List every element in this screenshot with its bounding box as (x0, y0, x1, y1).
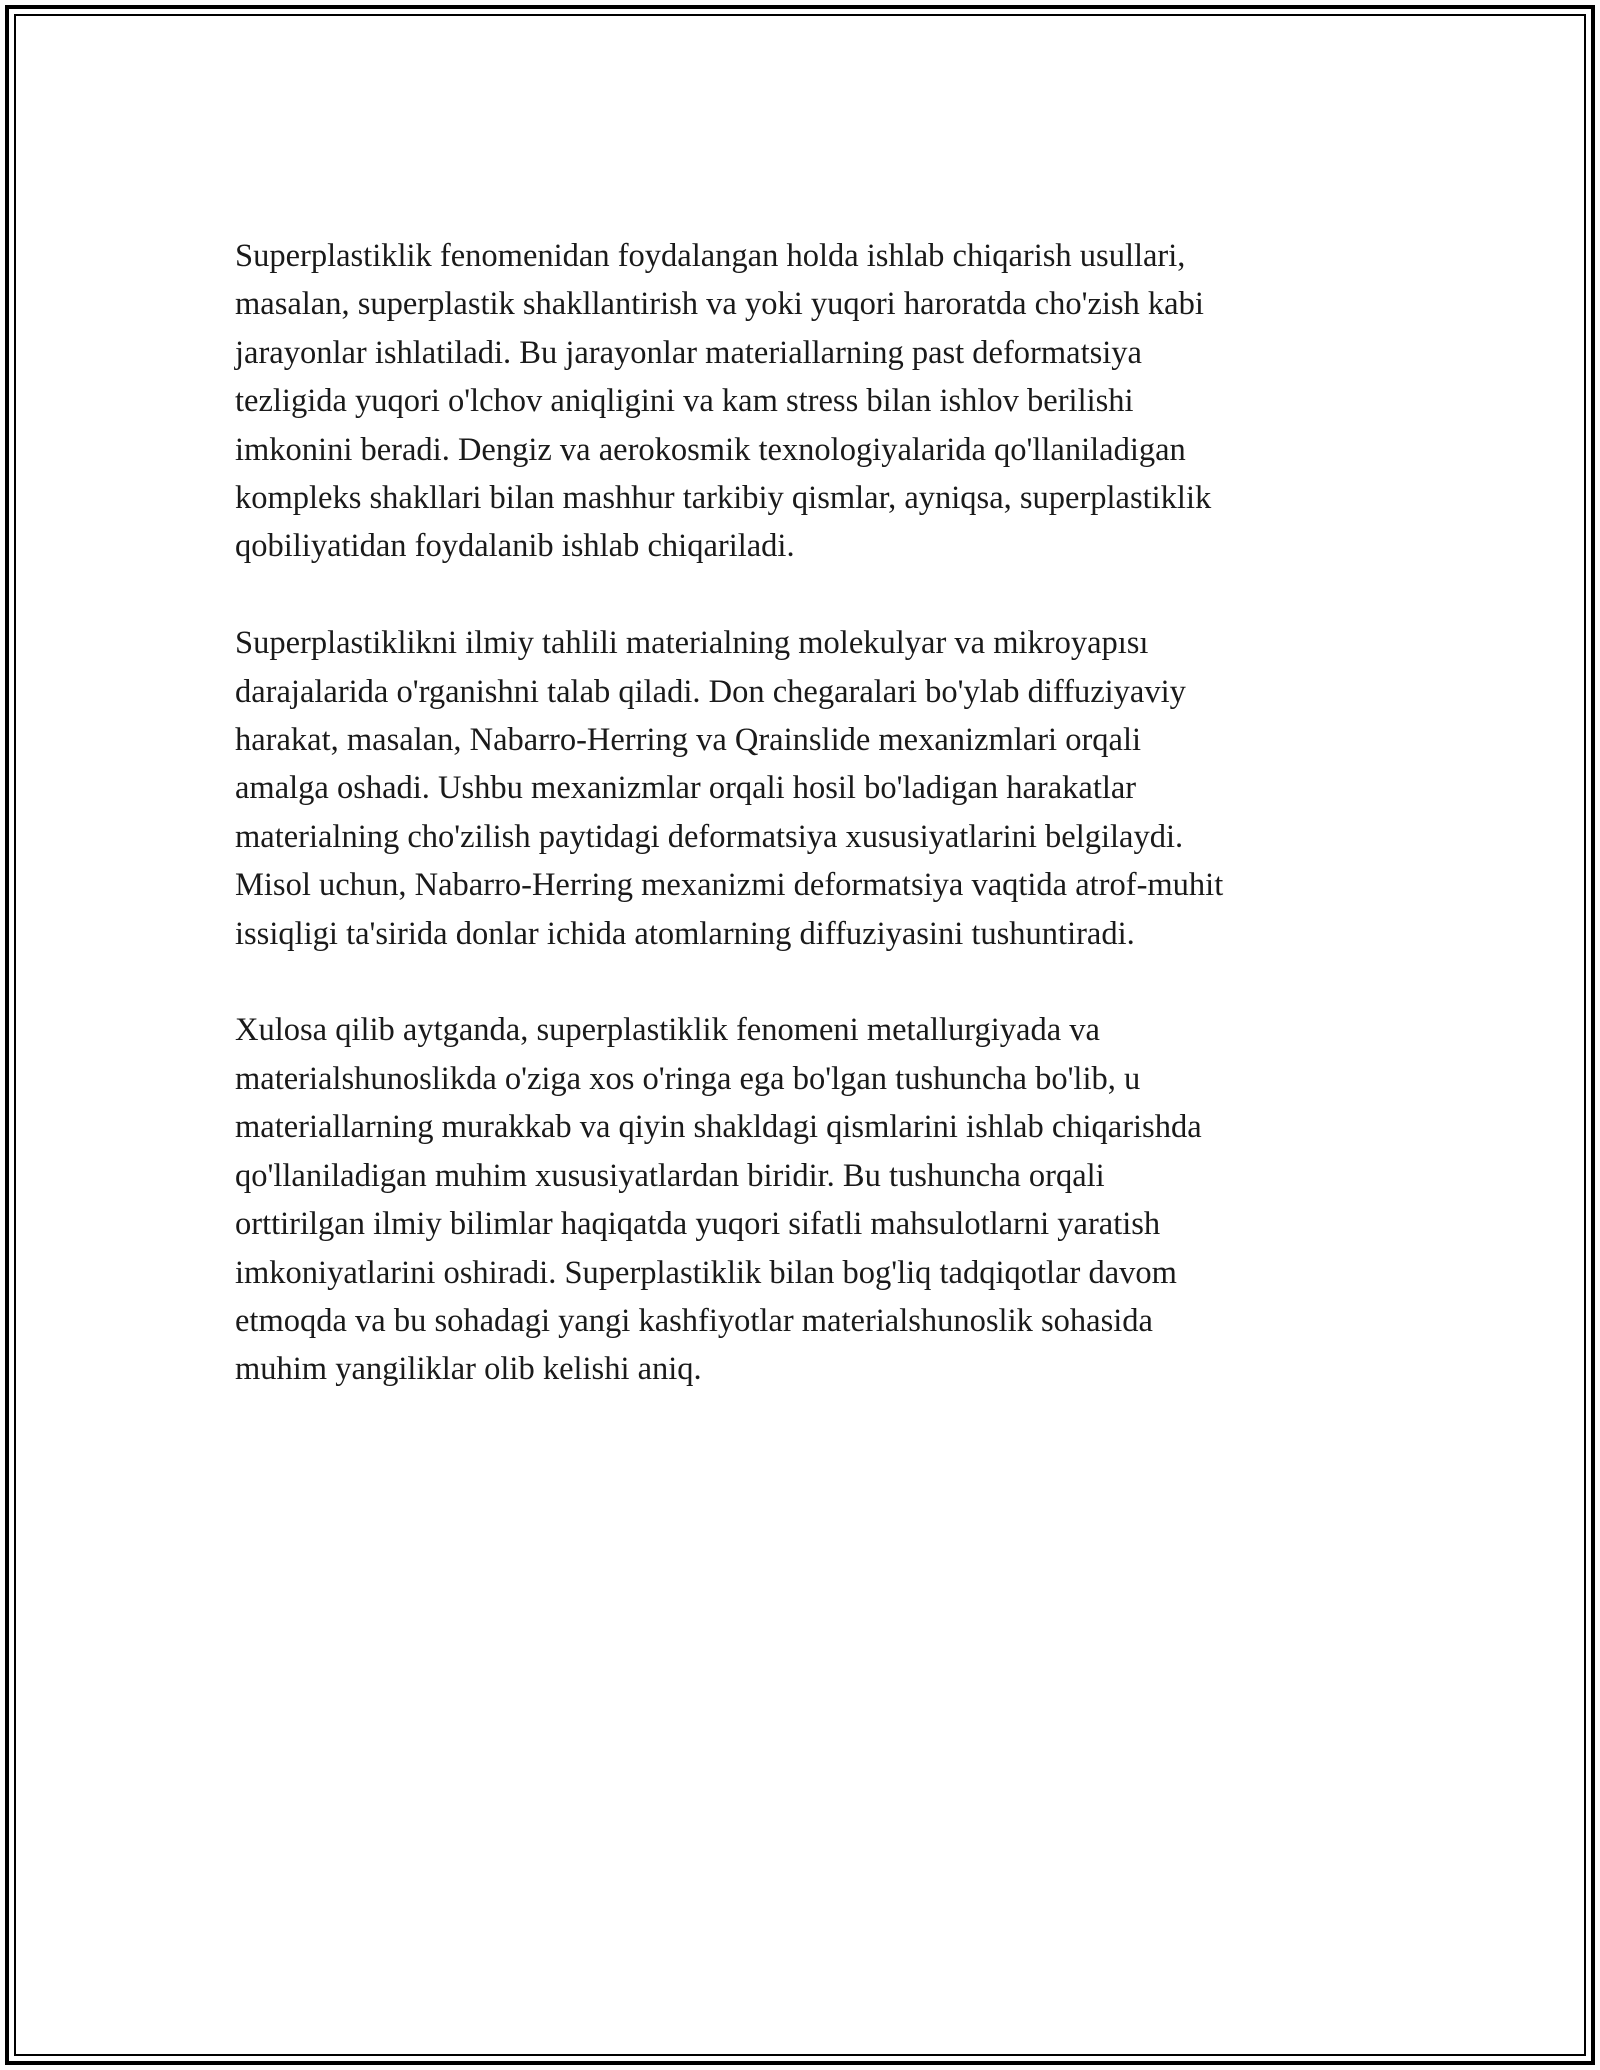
paragraph-3 (235, 1006, 1365, 1393)
paragraph-line: Xulosa qilib aytganda, superplastiklik fenomeni metallurgiyada va (235, 1012, 1100, 1049)
paragraph-line: muhim yangiliklar olib kelishi aniq. (235, 1351, 702, 1388)
paragraph-line: harakat, masalan, Nabarro-Herring va Qrainslide mexanizmlari orqali (235, 722, 1142, 759)
paragraph-1 (235, 232, 1365, 571)
paragraph-line: amalga oshadi. Ushbu mexanizmlar orqali hosil bo'ladigan harakatlar (235, 770, 1137, 807)
paragraph-2 (235, 619, 1365, 958)
paragraph-line: imkoniyatlarini oshiradi. Superplastiklik bilan bog'liq tadqiqotlar davom (235, 1254, 1177, 1291)
paragraph-line: etmoqda va bu sohadagi yangi kashfiyotlar materialshunoslik sohasida (235, 1302, 1153, 1339)
paragraph-line: imkonini beradi. Dengiz va aerokosmik texnologiyalarida qo'llaniladigan (235, 431, 1186, 468)
paragraph-line: qo'llaniladigan muhim xususiyatlardan biridir. Bu tushuncha orqali (235, 1157, 1105, 1194)
paragraph-line: masalan, superplastik shakllantirish va yoki yuqori haroratda cho'zish kabi (235, 286, 1204, 323)
paragraph-line: Misol uchun, Nabarro-Herring mexanizmi deformatsiya vaqtida atrof-muhit (235, 867, 1224, 904)
paragraph-line: tezligida yuqori o'lchov aniqligini va kam stress bilan ishlov berilishi (235, 383, 1134, 420)
paragraph-line: Superplastiklik fenomenidan foydalangan holda ishlab chiqarish usullari, (235, 238, 1186, 274)
paragraph-line: materialshunoslikda o'ziga xos o'ringa ega bo'lgan tushuncha bo'lib, u (235, 1060, 1141, 1097)
paragraph-line: jarayonlar ishlatiladi. Bu jarayonlar materiallarning past deformatsiya (235, 334, 1142, 371)
paragraph-line: issiqligi ta'sirida donlar ichida atomlarning diffuziyasini tushuntiradi. (235, 915, 1135, 952)
paragraph-line: materiallarning murakkab va qiyin shakldagi qismlarini ishlab chiqarishda (235, 1109, 1202, 1146)
paragraph-line: Superplastiklikni ilmiy tahlili materialning molekulyar va mikroyapısı (235, 625, 1149, 662)
paragraph-line: materialning cho'zilish paytidagi deformatsiya xususiyatlarini belgilaydi. (235, 818, 1184, 855)
paragraph-line: orttirilgan ilmiy bilimlar haqiqatda yuqori sifatli mahsulotlarni yaratish (235, 1206, 1161, 1243)
paragraph-line: darajalarida o'rganishni talab qiladi. Don chegaralari bo'ylab diffuziyaviy (235, 673, 1186, 710)
document-body (235, 232, 1365, 1394)
paragraph-line: qobiliyatidan foydalanib ishlab chiqariladi. (235, 528, 795, 565)
paragraph-line: kompleks shakllari bilan mashhur tarkibiy qismlar, ayniqsa, superplastiklik (235, 480, 1212, 517)
